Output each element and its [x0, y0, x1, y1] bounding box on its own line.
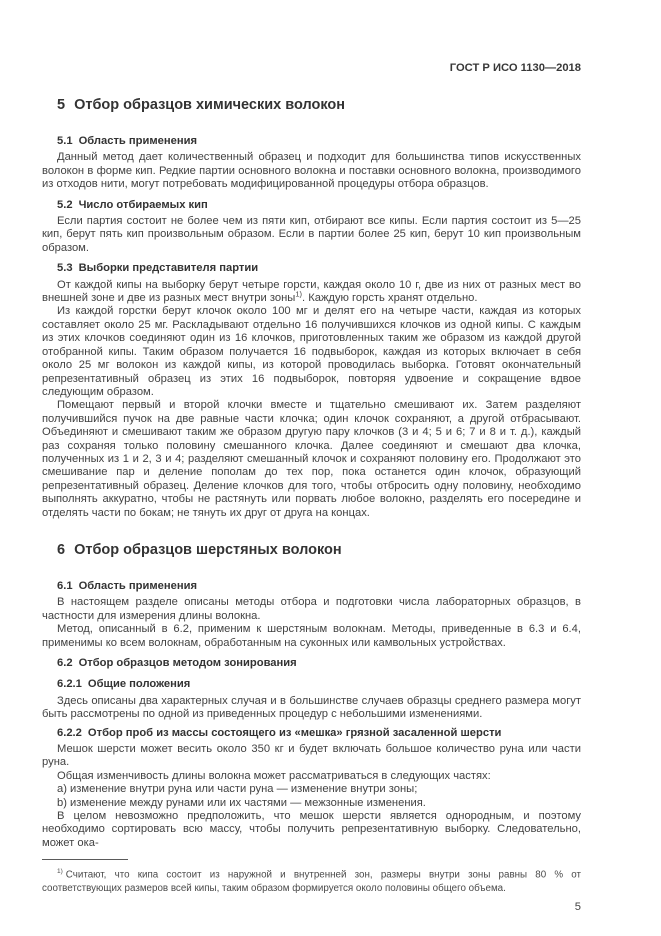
text-run: Отбор образцов методом зонирования: [78, 657, 297, 669]
list-item: b) изменение между рунами или их частями — межзонные изменения.: [57, 796, 426, 809]
document-content: [42, 62, 581, 913]
paragraph: В целом невозможно предположить, что мешок шерсти является однородным, и поэтому необходимо сортировать всю массу, чтобы получить репрезентативную выборку. Следовательно, может ока-: [42, 810, 581, 849]
paragraph: Из каждой горстки берут клочок около 100 мг и делят его на четыре части, каждая из которых составляет около 25 мг. Раскладывают отдельно 16 получившихся клочков из одной кипы. С каждым из этих клочков соединяют один из 16 клочков, приготовленных таким же образом из каждой другой отобранной кипы. Таким образом получается 16 подвыборок, каждая из которых включает в себя около 25 мг волокон из каждой кипы, из которой проводилась выборка. Готовят окончательный репрезентативный образец из этих 16 подвыборок, повторяя удвоение и сокращение вдвое следующим образом.: [42, 305, 581, 398]
heading-number: 6.2: [57, 657, 73, 669]
paragraph: Данный метод дает количественный образец и подходит для большинства типов искусственных волокон в форме кип. Редкие партии основного волокна и поставки основного волокна, производимого из отходов нити, могут потребовать модифицированной процедуры отбора образцов.: [42, 151, 581, 191]
text-run: Отбор проб из массы состоящего из «мешка» грязной засаленной шерсти: [87, 726, 502, 739]
text-run: Число отбираемых кип: [78, 198, 208, 211]
footnote-text: Считают, что кипа состоит из наружной и внутренней зон, размеры внутри зоны равны 80 % от соответствующих размеров всей кипы, таким образом формируется около половины общего объема.: [42, 869, 581, 894]
text-run: Выборки представителя партии: [78, 262, 259, 275]
subsection-heading: [42, 262, 581, 275]
heading-number: 6: [57, 541, 66, 558]
text-run: . Каждую горсть хранят отдельно.: [301, 292, 478, 305]
text-run: Отбор образцов шерстяных волокон: [74, 541, 342, 558]
text-run: От каждой кипы на выборку берут четыре горсти, каждая около 10 г, две из них от разных мест во внешней зоне и две из разных мест внутри зоны: [42, 278, 581, 305]
paragraph: Здесь описаны два характерных случая и в большинстве случаев образцы среднего размера могут быть рассмотрены по одной из приведенных процедур с небольшими изменениями.: [42, 694, 581, 721]
page-number: 5: [574, 900, 581, 913]
heading-number: 5.2: [57, 198, 73, 211]
footnote-ref: 1): [295, 289, 302, 299]
text-run: Отбор образцов химических волокон: [74, 97, 346, 113]
paragraph: [42, 279, 581, 306]
document-body: [42, 75, 581, 850]
document-header: ГОСТ Р ИСО 1130—2018: [449, 62, 581, 74]
section-heading: [42, 542, 581, 558]
text-run: Общие положения: [87, 678, 191, 691]
subsection-heading: [42, 657, 581, 670]
footnote-marker: 1): [57, 868, 63, 876]
heading-number: 5.1: [57, 135, 73, 147]
subsection-heading: [42, 580, 581, 593]
footnote: [42, 865, 581, 894]
subsection-heading: [42, 135, 581, 148]
paragraph: Помещают первый и второй клочки вместе и тщательно смешивают их. Затем разделяют получившийся пучок на две равные части клочка; один клочок сохраняют, а другой отбрасывают. Объединяют и смешивают таким же образом другую пару клочков (3 и 4; 5 и 6; 7 и 8 и т. д.), каждый раз сохраняя только половину смешанного клочка. Далее соединяют и смешают два клочка, полученных из 1 и 2, 3 и 4; разделяют смешанный клочок и сохраняют половину его. Продолжают это смешивание пар и деление пополам до тех пор, пока останется один клочок, образующий репрезентативный образец. Деление клочков для того, чтобы отбросить одну половину, необходимо выполнять аккуратно, чтобы не растянуть или порвать любое волокно, разделять его посередине и отделять части по бокам; не тянуть их друг от друга на концах.: [42, 399, 581, 519]
subsection-heading: [42, 199, 581, 212]
paragraph: Мешок шерсти может весить около 350 кг и будет включать большое количество руна или части руна.: [42, 743, 581, 769]
text-run: Область применения: [78, 579, 198, 592]
list-item: a) изменение внутри руна или части руна — изменение внутри зоны;: [57, 783, 418, 796]
footnote-separator: [42, 859, 128, 860]
heading-number: 6.1: [57, 579, 73, 592]
paragraph: Общая изменчивость длины волокна может рассматриваться в следующих частях:: [57, 769, 491, 782]
text-run: Область применения: [78, 135, 198, 147]
paragraph: В настоящем разделе описаны методы отбора и подготовки числа лабораторных образцов, в частности для измерения длины волокна.: [42, 596, 581, 622]
paragraph: Если партия состоит не более чем из пяти кип, отбирают все кипы. Если партия состоит из 5—25 кип, берут пять кип произвольным образом. Если в партии более 25 кип, берут 10 кип произвольным образом.: [42, 215, 581, 254]
paragraph: Метод, описанный в 6.2, применим к шерстяным волокнам. Методы, приведенные в 6.3 и 6.4, применимы ко всем волокнам, обработанным на суконных или камвольных устройствах.: [42, 623, 581, 649]
heading-number: 6.2.1: [57, 678, 82, 691]
heading-number: 5.3: [57, 262, 73, 275]
section-heading: [42, 97, 581, 113]
heading-number: 5: [57, 97, 66, 113]
footnote-area: [42, 859, 581, 894]
heading-number: 6.2.2: [57, 726, 82, 739]
subsection-heading: [42, 727, 581, 740]
subsection-heading: [42, 678, 581, 691]
